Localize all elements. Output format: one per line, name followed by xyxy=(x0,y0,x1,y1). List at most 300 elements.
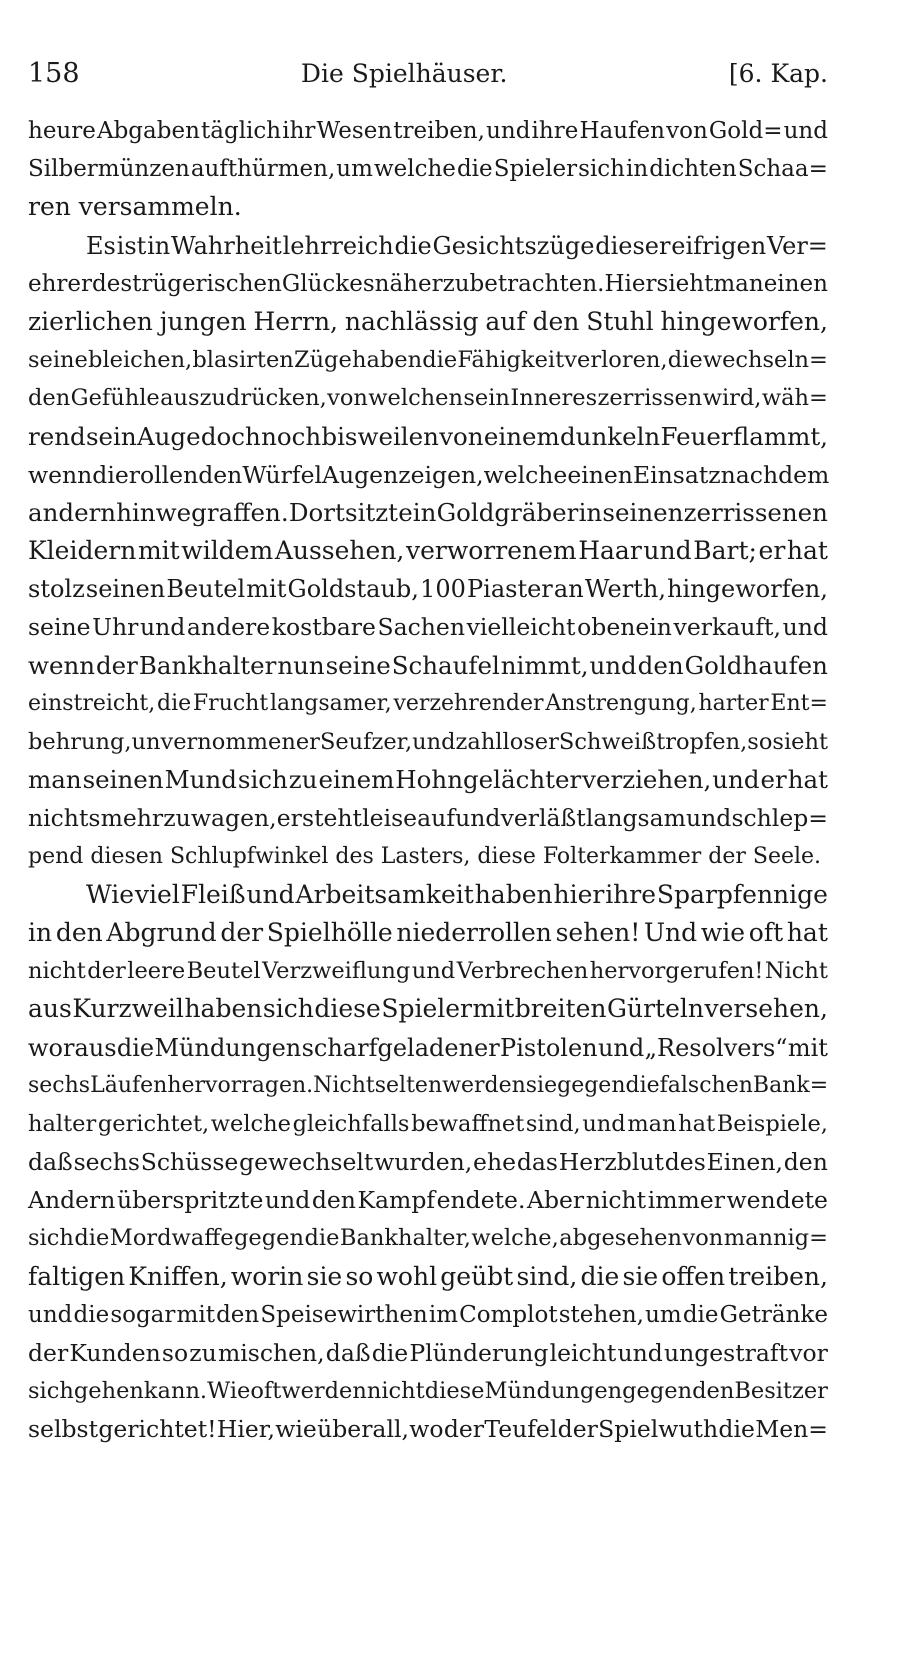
word: „Resolvers“ xyxy=(644,1033,788,1062)
word: verworrenem xyxy=(405,536,577,566)
word: überall, xyxy=(317,1415,409,1444)
word: um xyxy=(336,156,373,183)
word: ihre xyxy=(605,879,657,909)
word: das xyxy=(516,1148,558,1177)
word: Kampf xyxy=(357,1186,436,1215)
word: verkauft, xyxy=(673,613,781,642)
word: sich xyxy=(262,994,314,1024)
word: Beutel xyxy=(166,575,246,604)
text-line xyxy=(28,532,828,570)
word: treiben, xyxy=(728,1261,828,1291)
word: sich xyxy=(28,1225,74,1252)
text-line xyxy=(28,570,828,608)
chapter-label: [6. Kap. xyxy=(728,59,828,88)
word: worin xyxy=(230,1261,304,1291)
word: so xyxy=(747,729,773,755)
word: den xyxy=(28,385,71,412)
word: doch xyxy=(200,421,261,451)
word: hinwegraffen. xyxy=(116,497,289,527)
word: Plünderung xyxy=(409,1339,549,1367)
word: Spieler xyxy=(381,994,472,1024)
word: sitzt xyxy=(345,497,399,527)
word: nicht xyxy=(585,1186,647,1215)
word: abgesehen xyxy=(559,1225,682,1252)
word: nach xyxy=(720,460,779,489)
text-line xyxy=(28,1067,828,1105)
word: Gefühle xyxy=(70,385,160,412)
word: hingeworfen, xyxy=(660,306,828,336)
word: Inneres xyxy=(510,385,598,412)
word: Kniffen, xyxy=(128,1261,228,1291)
word: er xyxy=(758,536,786,566)
word: und xyxy=(783,118,828,144)
word: wenn xyxy=(28,460,93,489)
word: die xyxy=(625,1072,660,1098)
word: der xyxy=(28,1339,69,1367)
word: diese xyxy=(314,994,381,1024)
word: aus xyxy=(28,994,72,1024)
word: ehrer xyxy=(28,270,93,297)
word: die xyxy=(394,231,432,260)
word: hier xyxy=(553,879,605,909)
word: sieht xyxy=(772,729,828,755)
word: sich xyxy=(578,156,625,183)
word: stolz xyxy=(28,575,85,604)
word: und xyxy=(139,613,186,642)
word: seinen xyxy=(602,497,684,527)
word: zierlichen xyxy=(28,306,153,336)
word: die xyxy=(92,460,129,489)
word: er xyxy=(760,765,787,795)
word: wendete xyxy=(726,1186,828,1215)
word: lehrreich xyxy=(282,231,394,260)
word: und xyxy=(455,804,501,833)
word: sind, xyxy=(525,1110,581,1137)
word: Sparpfennige xyxy=(656,879,828,909)
word: den xyxy=(311,1186,356,1215)
word: oft xyxy=(250,1378,282,1405)
word: ungestraft xyxy=(663,1339,789,1367)
word: haben xyxy=(474,879,553,909)
word: Läufen xyxy=(90,1072,168,1098)
word: leise xyxy=(362,804,418,833)
word: nichts xyxy=(28,804,101,833)
word: den xyxy=(532,306,580,336)
text-line xyxy=(28,1258,828,1296)
word: ehe xyxy=(473,1148,516,1177)
word: Speisewirthen xyxy=(260,1301,428,1328)
word: die xyxy=(422,347,458,374)
word: die xyxy=(682,1301,719,1328)
word: die xyxy=(456,156,493,183)
word: und xyxy=(411,958,456,985)
text-line xyxy=(28,647,828,685)
word: er xyxy=(276,804,302,833)
word: sechs xyxy=(28,1072,91,1098)
word: die xyxy=(73,1301,110,1328)
word: bleichen, xyxy=(88,347,193,374)
word: andere xyxy=(186,613,271,642)
text-line xyxy=(28,1334,828,1372)
word: heure xyxy=(28,118,96,144)
word: kostbare xyxy=(271,613,376,642)
text-line xyxy=(28,494,828,532)
word: der xyxy=(557,1415,598,1444)
word: an xyxy=(553,575,584,604)
word: ihr xyxy=(282,118,316,144)
word: sogar xyxy=(110,1301,176,1328)
word: der xyxy=(87,958,126,985)
word: 100 xyxy=(420,575,466,604)
word: nicht xyxy=(28,958,86,985)
word: auf xyxy=(417,804,456,833)
word: bewaffnet xyxy=(411,1110,525,1137)
text-line xyxy=(28,265,828,303)
word: diese xyxy=(424,1378,485,1405)
word: und xyxy=(486,118,531,144)
word: selten xyxy=(374,1072,443,1098)
word: Haufen xyxy=(579,118,665,144)
text-line xyxy=(28,1029,828,1067)
word: Nicht xyxy=(313,1072,375,1098)
word: Bankhalter xyxy=(138,650,277,680)
word: den xyxy=(692,1378,735,1405)
word: so xyxy=(345,1261,374,1291)
word: Und xyxy=(643,917,698,947)
word: mit xyxy=(137,536,180,566)
word: unvernommener xyxy=(131,729,320,755)
word: ein xyxy=(398,497,437,527)
text-line: ren versammeln. xyxy=(28,192,242,222)
word: dichten xyxy=(649,156,737,183)
word: wenn xyxy=(28,650,96,680)
word: Werth, xyxy=(584,575,666,604)
word: flammt, xyxy=(732,421,828,451)
word: um xyxy=(645,1301,682,1328)
word: langsam xyxy=(585,804,686,833)
word: Gold= xyxy=(708,118,783,144)
text-line xyxy=(28,1219,828,1257)
text-line xyxy=(28,456,828,494)
word: offen xyxy=(661,1261,726,1291)
word: Piaster xyxy=(467,575,553,604)
word: ihre xyxy=(531,118,579,144)
text-line xyxy=(28,761,828,799)
word: zu xyxy=(288,765,318,795)
word: Auge xyxy=(136,421,201,451)
word: welche xyxy=(210,1110,291,1137)
text-line xyxy=(28,341,828,379)
word: Spieler xyxy=(493,156,578,183)
word: die xyxy=(157,690,192,716)
word: die xyxy=(718,1415,755,1444)
word: auszudrücken, xyxy=(160,385,327,412)
word: langsamer, xyxy=(269,690,392,716)
word: wo xyxy=(409,1415,444,1444)
word: aufthürmen, xyxy=(190,156,336,183)
word: die xyxy=(74,1225,110,1252)
word: Silbermünzen xyxy=(28,156,190,183)
word: im xyxy=(428,1301,459,1328)
word: mit xyxy=(472,994,515,1024)
word: leicht xyxy=(549,1339,617,1367)
word: nachlässig xyxy=(344,306,479,336)
word: nun xyxy=(277,650,325,680)
word: sieht xyxy=(656,270,714,297)
word: die xyxy=(371,1339,409,1367)
word: eifrigen xyxy=(671,231,767,260)
word: von xyxy=(439,421,484,451)
body-text xyxy=(28,112,828,1449)
word: hervorgerufen! xyxy=(589,958,764,985)
word: haben xyxy=(184,994,263,1024)
word: Einen, xyxy=(706,1148,783,1177)
word: einem xyxy=(483,421,560,451)
word: hat xyxy=(787,765,828,795)
word: Verbrechen xyxy=(456,958,589,985)
running-title: Die Spielhäuser. xyxy=(300,59,508,88)
word: hingeworfen, xyxy=(667,575,828,604)
word: Dort xyxy=(288,497,345,527)
word: leere xyxy=(127,958,186,985)
word: und xyxy=(28,1301,73,1328)
word: gerichtet! xyxy=(98,1415,217,1444)
word: die xyxy=(304,1225,340,1252)
word: man xyxy=(28,765,82,795)
word: niederrollen xyxy=(396,917,552,947)
word: man xyxy=(713,270,764,297)
word: Goldgräber xyxy=(436,497,579,527)
word: Nicht xyxy=(764,958,828,985)
word: Spielhölle xyxy=(266,917,393,947)
text-line xyxy=(28,876,828,914)
word: und xyxy=(589,650,637,680)
word: Bart; xyxy=(693,536,757,566)
word: zu xyxy=(163,804,191,833)
word: und xyxy=(246,879,295,909)
word: Spielwuth xyxy=(598,1415,719,1444)
word: überspritzte xyxy=(117,1186,264,1215)
word: Bankhalter, xyxy=(339,1225,471,1252)
word: andern xyxy=(28,497,117,527)
word: seinen xyxy=(82,765,164,795)
word: kann. xyxy=(143,1378,208,1405)
word: hat xyxy=(678,1110,716,1137)
word: obenein xyxy=(577,613,672,642)
word: mannig= xyxy=(723,1225,828,1252)
word: Aber xyxy=(527,1186,585,1215)
text-line xyxy=(28,1143,828,1181)
word: Wie xyxy=(86,879,135,909)
word: haben xyxy=(351,347,423,374)
word: dieser xyxy=(595,231,671,260)
text-line xyxy=(28,608,828,646)
word: und xyxy=(712,765,760,795)
word: selbst xyxy=(28,1415,99,1444)
word: einen xyxy=(763,270,828,297)
text-line xyxy=(28,227,828,265)
word: rollenden xyxy=(128,460,243,489)
word: Seufzer, xyxy=(319,729,413,755)
word: werden xyxy=(442,1072,526,1098)
word: mit xyxy=(787,1033,828,1062)
word: seine xyxy=(28,613,91,642)
word: steht xyxy=(302,804,363,833)
word: wäh= xyxy=(761,385,828,412)
word: woraus xyxy=(28,1033,117,1062)
word: Bank= xyxy=(752,1072,829,1098)
word: man xyxy=(627,1110,677,1137)
text-line xyxy=(28,1296,828,1334)
word: sehen! xyxy=(555,917,641,947)
word: nimmt, xyxy=(500,650,589,680)
word: in xyxy=(626,156,649,183)
word: vor xyxy=(789,1339,828,1367)
word: halter xyxy=(28,1110,97,1137)
word: zu xyxy=(189,1339,217,1367)
word: Feuer xyxy=(660,421,733,451)
word: Getränke xyxy=(719,1301,828,1328)
word: Aussehen, xyxy=(274,536,405,566)
word: und xyxy=(597,1033,645,1062)
word: Fleiß xyxy=(180,879,246,909)
word: von xyxy=(666,118,708,144)
word: welche xyxy=(483,460,568,489)
word: behrung, xyxy=(28,729,132,755)
word: sich xyxy=(237,765,288,795)
word: Es xyxy=(86,231,116,260)
text-line xyxy=(28,990,828,1028)
word: wird, xyxy=(702,385,762,412)
word: und xyxy=(412,729,456,755)
word: hervorragen. xyxy=(167,1072,314,1098)
word: seinen xyxy=(85,575,166,604)
word: einen xyxy=(567,460,633,489)
word: breiten xyxy=(514,994,607,1024)
word: versehen, xyxy=(704,994,828,1024)
word: Haar xyxy=(578,536,642,566)
word: Goldstaub, xyxy=(287,575,419,604)
word: Würfel xyxy=(242,460,323,489)
word: von xyxy=(682,1225,724,1252)
word: endete. xyxy=(436,1186,526,1215)
word: in xyxy=(147,231,171,260)
word: dem xyxy=(778,460,830,489)
word: die xyxy=(667,347,703,374)
word: den xyxy=(637,650,684,680)
word: in xyxy=(28,917,53,947)
word: und xyxy=(643,536,692,566)
word: Schaa= xyxy=(737,156,828,183)
word: Anstrengung, xyxy=(545,690,697,716)
text-line xyxy=(28,1181,828,1219)
word: und xyxy=(264,1186,311,1215)
word: Gesichtszüge xyxy=(432,231,595,260)
word: Verzweiflung xyxy=(262,958,411,985)
word: und xyxy=(782,613,828,642)
word: bisweilen xyxy=(321,421,439,451)
word: jungen xyxy=(159,306,247,336)
word: sie xyxy=(306,1261,343,1291)
word: mit xyxy=(246,575,287,604)
word: Frucht xyxy=(192,690,269,716)
word: geübt xyxy=(440,1261,514,1291)
word: von xyxy=(327,385,368,412)
word: Herrn, xyxy=(253,306,338,336)
word: mit xyxy=(176,1301,215,1328)
word: Augen xyxy=(322,460,399,489)
text-line xyxy=(28,1410,828,1448)
word: falschen xyxy=(659,1072,753,1098)
text-line: pend diesen Schlupfwinkel des Lasters, diese Folterkammer der Seele. xyxy=(28,843,822,869)
word: der xyxy=(443,1415,485,1444)
word: Fähigkeit xyxy=(457,347,565,374)
word: seine xyxy=(28,347,88,374)
word: einem xyxy=(318,765,395,795)
word: stehen, xyxy=(558,1301,644,1328)
word: werden xyxy=(281,1378,367,1405)
word: oft xyxy=(748,917,784,947)
word: verläßt xyxy=(500,804,586,833)
word: einstreicht, xyxy=(28,690,156,716)
text-line xyxy=(28,1372,828,1410)
word: gegen xyxy=(557,1072,626,1098)
word: verzehrender xyxy=(393,690,544,716)
word: zerrissen xyxy=(597,385,703,412)
word: verloren, xyxy=(564,347,668,374)
word: welche, xyxy=(471,1225,559,1252)
word: des xyxy=(664,1148,706,1177)
text-line xyxy=(28,685,828,723)
word: Ver= xyxy=(767,231,828,260)
word: sein xyxy=(85,421,137,451)
word: dunkeln xyxy=(560,421,661,451)
word: Hier xyxy=(604,270,657,297)
word: Abgaben xyxy=(96,118,200,144)
word: Arbeitsamkeit xyxy=(295,879,474,909)
text-line xyxy=(28,723,828,761)
word: zu xyxy=(442,270,470,297)
text-line xyxy=(28,150,828,188)
word: täglich xyxy=(201,118,282,144)
word: Beispiele, xyxy=(716,1110,828,1137)
word: Wahrheit xyxy=(171,231,282,260)
word: Schaufel xyxy=(391,650,500,680)
word: daß xyxy=(325,1339,371,1367)
word: Einsatz xyxy=(632,460,721,489)
word: des xyxy=(92,270,133,297)
word: gehen xyxy=(73,1378,144,1405)
word: vielleicht xyxy=(466,613,576,642)
word: schlep= xyxy=(731,804,828,833)
word: wie xyxy=(275,1415,317,1444)
word: zerrissenen xyxy=(683,497,828,527)
book-page xyxy=(28,58,828,1449)
word: welche xyxy=(373,156,456,183)
word: wildem xyxy=(181,536,274,566)
word: seine xyxy=(325,650,391,680)
word: scharfgeladener xyxy=(301,1033,500,1062)
word: den xyxy=(55,917,103,947)
word: mischen, xyxy=(217,1339,325,1367)
text-line xyxy=(28,1105,828,1143)
word: Schüsse xyxy=(140,1148,239,1177)
word: die xyxy=(116,1033,155,1062)
word: und xyxy=(686,804,732,833)
text-line xyxy=(28,303,828,341)
word: sein xyxy=(463,385,510,412)
text-line xyxy=(28,379,828,417)
